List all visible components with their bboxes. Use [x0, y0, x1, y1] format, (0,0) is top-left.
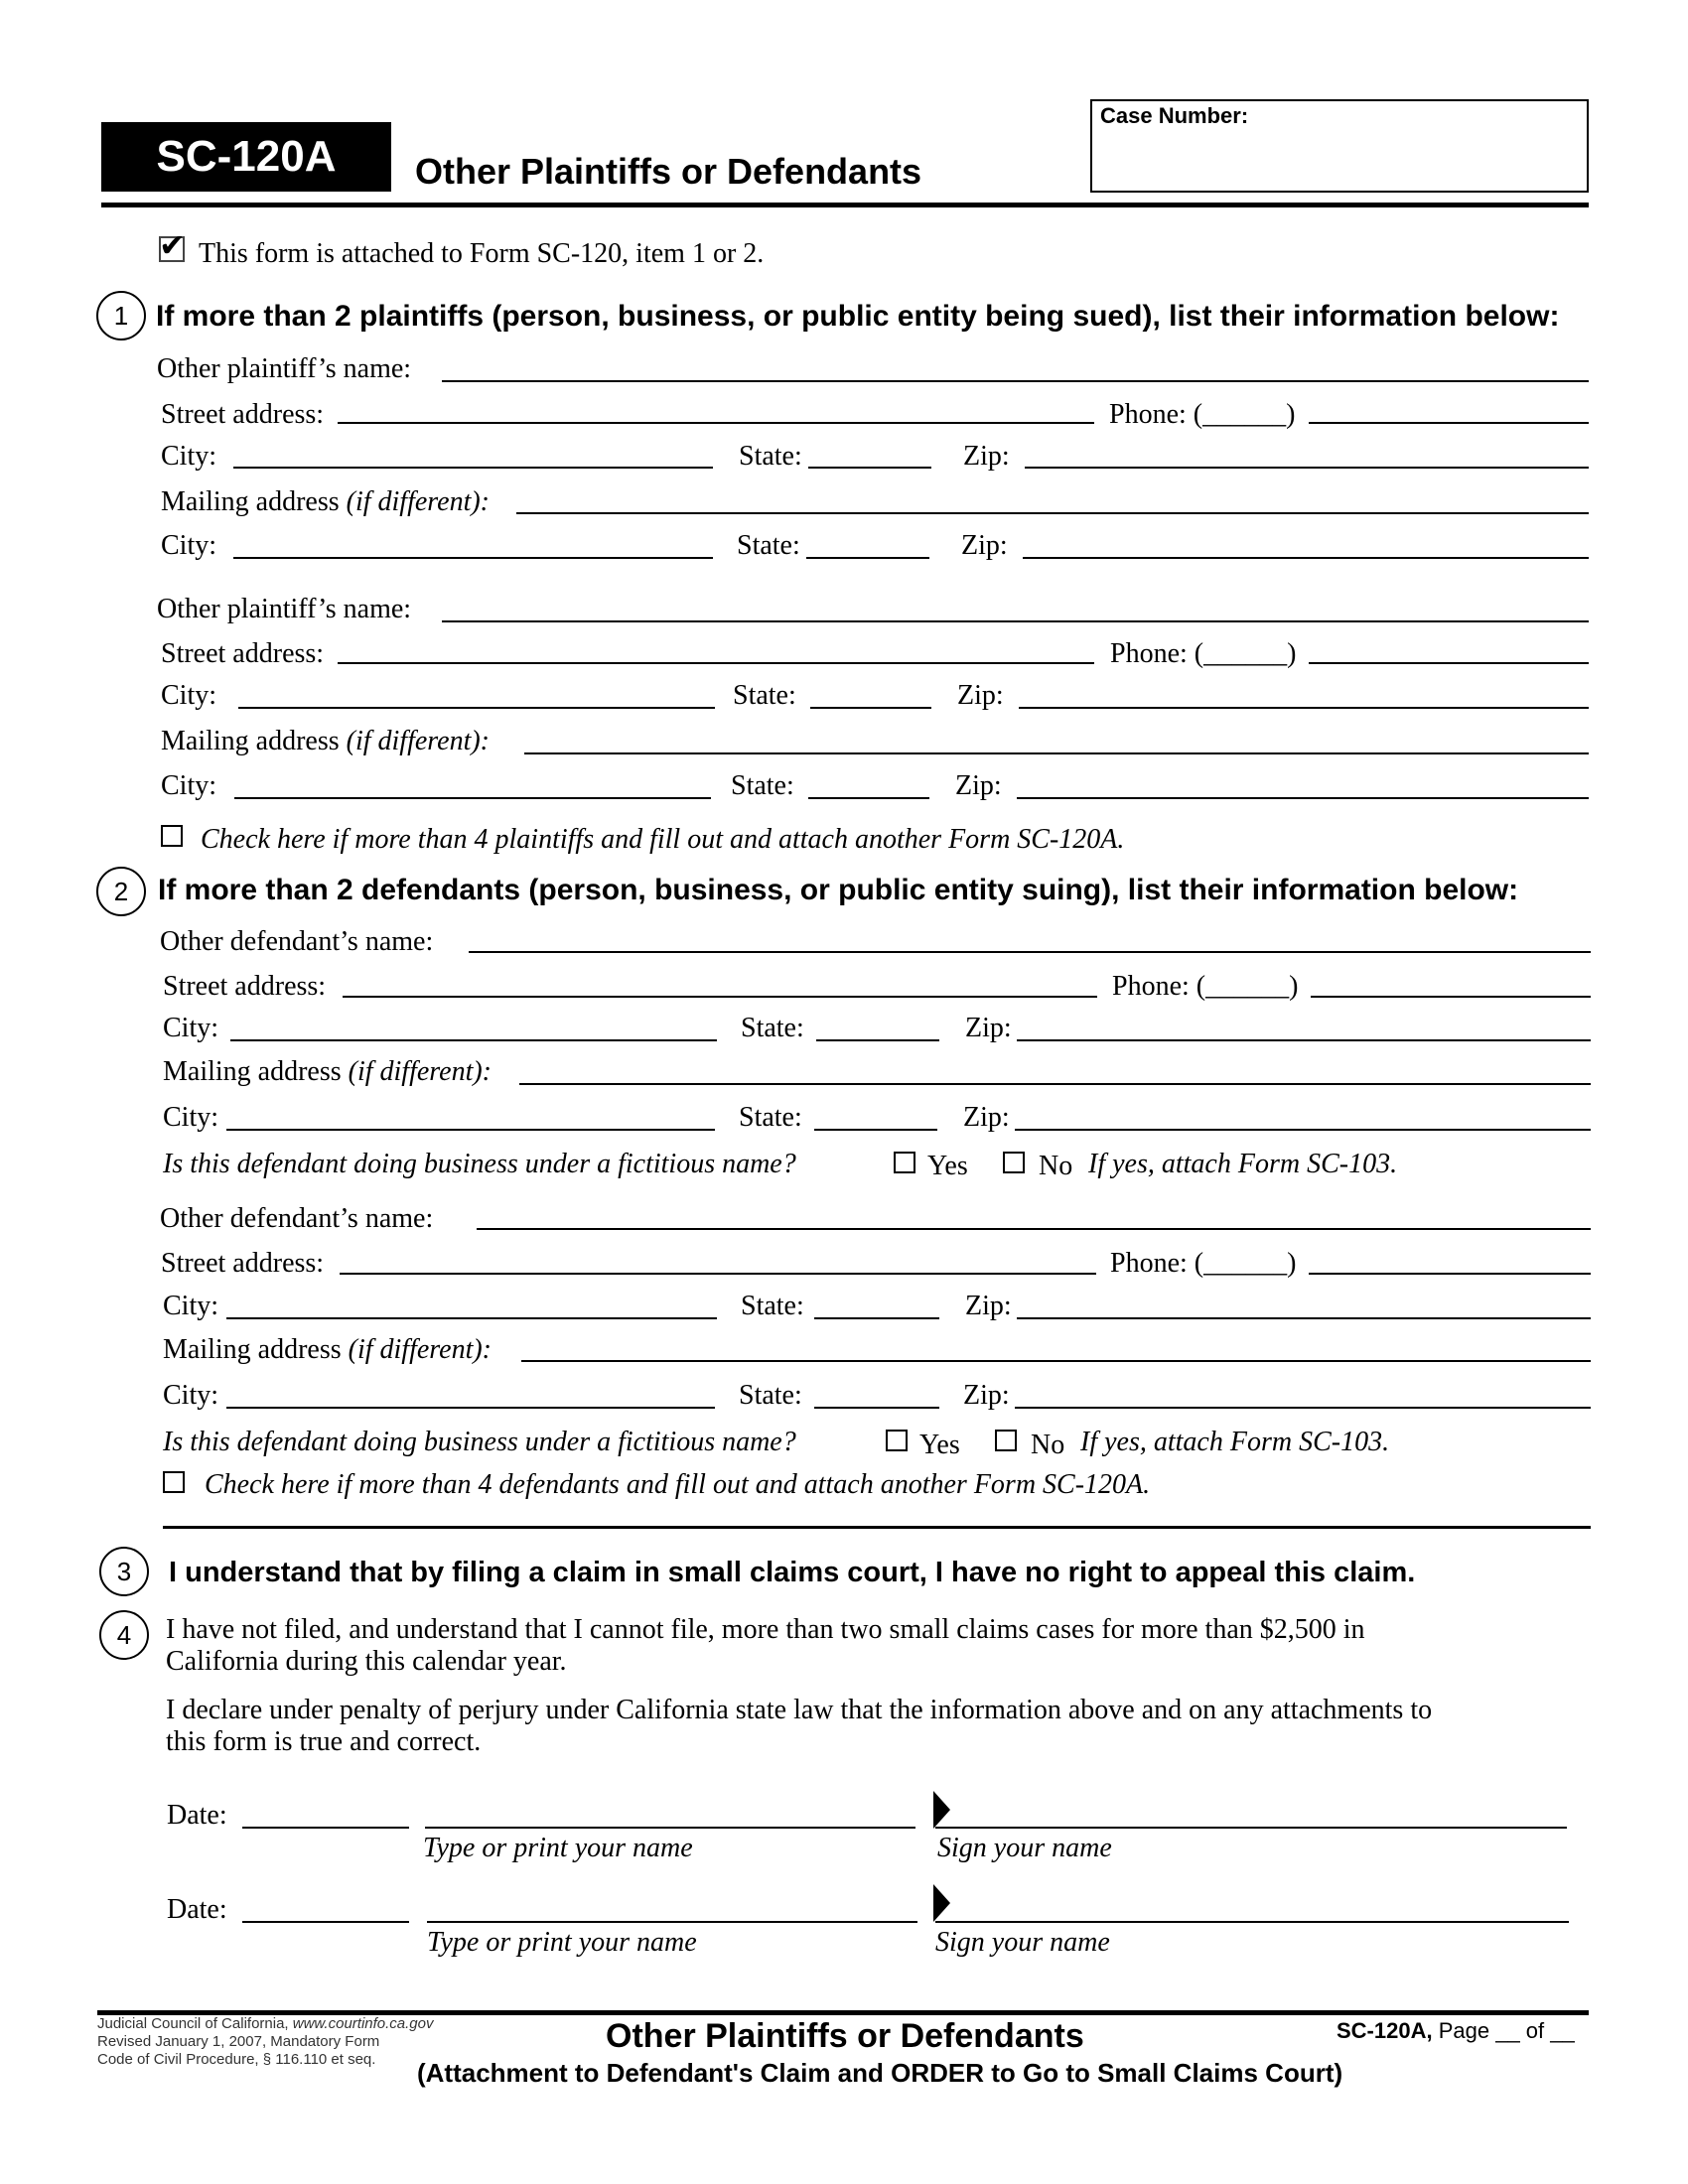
- plaintiff1-city-label: City:: [161, 441, 217, 472]
- plaintiff2-city-field[interactable]: [238, 707, 715, 709]
- plaintiff2-state2-label: State:: [731, 770, 794, 801]
- footer-page-label: Page __ of __: [1438, 2018, 1575, 2043]
- plaintiff2-street-field[interactable]: [338, 662, 1094, 664]
- signature2-date-label: Date:: [167, 1894, 227, 1925]
- defendant2-phone-label: Phone: (______): [1110, 1248, 1297, 1279]
- section-divider: [163, 1526, 1591, 1529]
- section-number-2: 2: [96, 867, 146, 916]
- defendant1-phone-field[interactable]: [1311, 996, 1591, 998]
- plaintiff2-city-label: City:: [161, 680, 217, 711]
- defendant1-yes-label: Yes: [927, 1151, 968, 1181]
- plaintiff2-zip-label: Zip:: [957, 680, 1004, 711]
- footer-code-line: Code of Civil Procedure, § 116.110 et seq.: [97, 2051, 376, 2068]
- defendant1-name-label: Other defendant’s name:: [160, 926, 434, 957]
- defendant1-street-field[interactable]: [343, 996, 1097, 998]
- plaintiff2-phone-label: Phone: (______): [1110, 638, 1297, 669]
- defendant1-zip2-label: Zip:: [963, 1102, 1010, 1133]
- defendant2-name-label: Other defendant’s name:: [160, 1203, 434, 1234]
- defendant2-city2-field[interactable]: [226, 1407, 715, 1409]
- more-plaintiffs-label: Check here if more than 4 plaintiffs and fill out and attach another Form SC-120A.: [201, 824, 1125, 855]
- defendant1-mailing-label: Mailing address (if different):: [163, 1056, 492, 1087]
- defendant1-zip-label: Zip:: [965, 1013, 1012, 1043]
- more-defendants-label: Check here if more than 4 defendants and fill out and attach another Form SC-120A.: [205, 1469, 1151, 1500]
- plaintiff1-city2-label: City:: [161, 530, 217, 561]
- case-number-label: Case Number:: [1100, 103, 1249, 128]
- declaration-line2: this form is true and correct.: [166, 1726, 482, 1757]
- defendant1-fictitious-question: Is this defendant doing business under a fictitious name?: [163, 1149, 796, 1179]
- defendant2-zip-field[interactable]: [1017, 1317, 1591, 1319]
- footer-page-info: [1336, 2018, 1575, 2044]
- defendant2-mailing-italic: (if different):: [348, 1334, 492, 1365]
- defendant2-attach-note: If yes, attach Form SC-103.: [1080, 1427, 1390, 1457]
- footer-title: Other Plaintiffs or Defendants: [606, 2017, 1084, 2055]
- defendant2-no-label: No: [1031, 1430, 1065, 1460]
- section-number-1: 1: [96, 291, 146, 341]
- plaintiff2-name-label: Other plaintiff’s name:: [157, 594, 412, 624]
- section1-heading: If more than 2 plaintiffs (person, business, or public entity being sued), list their information below:: [156, 300, 1560, 333]
- defendant2-city2-label: City:: [163, 1380, 219, 1411]
- signature2-print-name-field[interactable]: [427, 1921, 917, 1923]
- footer-form-code: SC-120A,: [1336, 2018, 1433, 2043]
- plaintiff1-phone-label: Phone: (______): [1109, 399, 1296, 430]
- signature1-date-label: Date:: [167, 1800, 227, 1831]
- defendant1-fictitious-yes-checkbox[interactable]: [894, 1152, 915, 1173]
- signature2-sign-label: Sign your name: [935, 1927, 1110, 1958]
- plaintiff2-state-field[interactable]: [810, 707, 931, 709]
- plaintiff1-phone-field[interactable]: [1309, 422, 1589, 424]
- attached-note-text: This form is attached to Form SC-120, item 1 or 2.: [199, 238, 765, 269]
- plaintiff2-zip2-field[interactable]: [1017, 797, 1589, 799]
- defendant2-state-label: State:: [741, 1291, 804, 1321]
- plaintiff1-state-field[interactable]: [808, 467, 931, 469]
- footer-revised-line: Revised January 1, 2007, Mandatory Form: [97, 2033, 380, 2050]
- defendant2-state2-label: State:: [739, 1380, 802, 1411]
- defendant2-zip2-label: Zip:: [963, 1380, 1010, 1411]
- plaintiff1-city2-field[interactable]: [233, 557, 713, 559]
- section2-heading: If more than 2 defendants (person, business, or public entity suing), list their information below:: [158, 874, 1519, 906]
- plaintiff1-zip2-field[interactable]: [1023, 557, 1589, 559]
- plaintiff2-mailing-label: Mailing address (if different):: [161, 726, 491, 756]
- defendant1-city-label: City:: [163, 1013, 219, 1043]
- check-mark-icon: ✔: [159, 227, 186, 263]
- defendant1-city-field[interactable]: [230, 1039, 717, 1041]
- more-plaintiffs-checkbox[interactable]: [161, 825, 183, 847]
- plaintiff2-city2-label: City:: [161, 770, 217, 801]
- defendant1-city2-field[interactable]: [226, 1129, 715, 1131]
- plaintiff2-name-field[interactable]: [442, 620, 1589, 622]
- signature2-print-label: Type or print your name: [427, 1927, 697, 1958]
- section4-text-line2: California during this calendar year.: [166, 1646, 567, 1677]
- footer-url: www.courtinfo.ca.gov: [292, 2015, 434, 2032]
- footer-council-line: Judicial Council of California, www.courtinfo.ca.gov: [97, 2015, 434, 2032]
- signature1-print-label: Type or print your name: [423, 1833, 693, 1863]
- defendant2-fictitious-no-checkbox[interactable]: [995, 1430, 1017, 1451]
- defendant2-mailing-field[interactable]: [521, 1360, 1591, 1362]
- sign-here-arrow-icon: [933, 1791, 950, 1829]
- defendant2-fictitious-yes-checkbox[interactable]: [886, 1430, 908, 1451]
- defendant2-zip-label: Zip:: [965, 1291, 1012, 1321]
- form-code-badge: SC-120A: [101, 122, 391, 192]
- declaration-line1: I declare under penalty of perjury under California state law that the information above and on any attachments to: [166, 1695, 1433, 1725]
- plaintiff1-mailing-field[interactable]: [516, 512, 1589, 514]
- plaintiff1-state-label: State:: [739, 441, 802, 472]
- defendant1-attach-note: If yes, attach Form SC-103.: [1088, 1149, 1398, 1179]
- plaintiff2-mailing-field[interactable]: [524, 752, 1589, 754]
- plaintiff2-phone-field[interactable]: [1309, 662, 1589, 664]
- plaintiff1-name-label: Other plaintiff’s name:: [157, 353, 412, 384]
- section3-heading: I understand that by filing a claim in small claims court, I have no right to appeal this claim.: [169, 1557, 1416, 1588]
- defendant1-phone-label: Phone: (______): [1112, 971, 1299, 1002]
- defendant1-name-field[interactable]: [469, 951, 1591, 953]
- signature1-date-field[interactable]: [242, 1827, 409, 1829]
- defendant2-yes-label: Yes: [919, 1430, 960, 1460]
- defendant1-state2-field[interactable]: [814, 1129, 937, 1131]
- plaintiff2-mailing-italic: (if different):: [346, 726, 491, 756]
- defendant2-city-field[interactable]: [226, 1317, 717, 1319]
- defendant2-street-label: Street address:: [161, 1248, 325, 1279]
- plaintiff1-state2-field[interactable]: [806, 557, 929, 559]
- defendant1-mailing-field[interactable]: [519, 1083, 1591, 1085]
- signature1-print-name-field[interactable]: [425, 1827, 915, 1829]
- plaintiff1-city-field[interactable]: [233, 467, 713, 469]
- defendant2-city-label: City:: [163, 1291, 219, 1321]
- defendant2-name-field[interactable]: [477, 1228, 1591, 1230]
- plaintiff1-mailing-label: Mailing address (if different):: [161, 486, 491, 517]
- header-rule: [101, 203, 1589, 207]
- section-number-3: 3: [99, 1547, 149, 1596]
- plaintiff1-street-field[interactable]: [338, 422, 1094, 424]
- signature2-date-field[interactable]: [242, 1921, 409, 1923]
- plaintiff2-zip2-label: Zip:: [955, 770, 1002, 801]
- signature1-sign-field[interactable]: [935, 1827, 1567, 1829]
- defendant1-state-field[interactable]: [816, 1039, 939, 1041]
- defendant2-street-field[interactable]: [340, 1273, 1096, 1275]
- signature2-sign-field[interactable]: [935, 1921, 1569, 1923]
- plaintiff2-state-label: State:: [733, 680, 796, 711]
- plaintiff2-zip-field[interactable]: [1019, 707, 1589, 709]
- defendant2-state-field[interactable]: [814, 1317, 939, 1319]
- defendant1-zip-field[interactable]: [1017, 1039, 1591, 1041]
- more-defendants-checkbox[interactable]: [163, 1471, 185, 1493]
- defendant2-state2-field[interactable]: [814, 1407, 939, 1409]
- plaintiff1-zip2-label: Zip:: [961, 530, 1008, 561]
- section4-text-line1: I have not filed, and understand that I cannot file, more than two small claims cases for more than $2,500 in: [166, 1614, 1365, 1645]
- defendant2-phone-field[interactable]: [1309, 1273, 1591, 1275]
- defendant1-state-label: State:: [741, 1013, 804, 1043]
- defendant2-mailing-label: Mailing address (if different):: [163, 1334, 492, 1365]
- defendant1-street-label: Street address:: [163, 971, 327, 1002]
- defendant1-city2-label: City:: [163, 1102, 219, 1133]
- case-number-box[interactable]: [1090, 99, 1589, 193]
- footer-subtitle: (Attachment to Defendant's Claim and ORDER to Go to Small Claims Court): [417, 2058, 1343, 2088]
- plaintiff2-city2-field[interactable]: [234, 797, 711, 799]
- form-title: Other Plaintiffs or Defendants: [415, 151, 922, 192]
- defendant1-zip2-field[interactable]: [1015, 1129, 1591, 1131]
- plaintiff1-street-label: Street address:: [161, 399, 325, 430]
- sign-here-arrow-icon: [933, 1884, 950, 1922]
- defendant2-zip2-field[interactable]: [1015, 1407, 1591, 1409]
- plaintiff1-zip-field[interactable]: [1025, 467, 1589, 469]
- section-number-4: 4: [99, 1610, 149, 1660]
- defendant1-fictitious-no-checkbox[interactable]: [1003, 1152, 1025, 1173]
- plaintiff1-mailing-italic: (if different):: [346, 486, 491, 517]
- defendant1-mailing-italic: (if different):: [348, 1056, 492, 1087]
- defendant2-fictitious-question: Is this defendant doing business under a fictitious name?: [163, 1427, 796, 1457]
- defendant1-state2-label: State:: [739, 1102, 802, 1133]
- signature1-sign-label: Sign your name: [937, 1833, 1112, 1863]
- plaintiff2-state2-field[interactable]: [808, 797, 929, 799]
- plaintiff1-name-field[interactable]: [442, 380, 1589, 382]
- plaintiff2-street-label: Street address:: [161, 638, 325, 669]
- plaintiff1-state2-label: State:: [737, 530, 800, 561]
- defendant1-no-label: No: [1039, 1151, 1073, 1181]
- plaintiff1-zip-label: Zip:: [963, 441, 1010, 472]
